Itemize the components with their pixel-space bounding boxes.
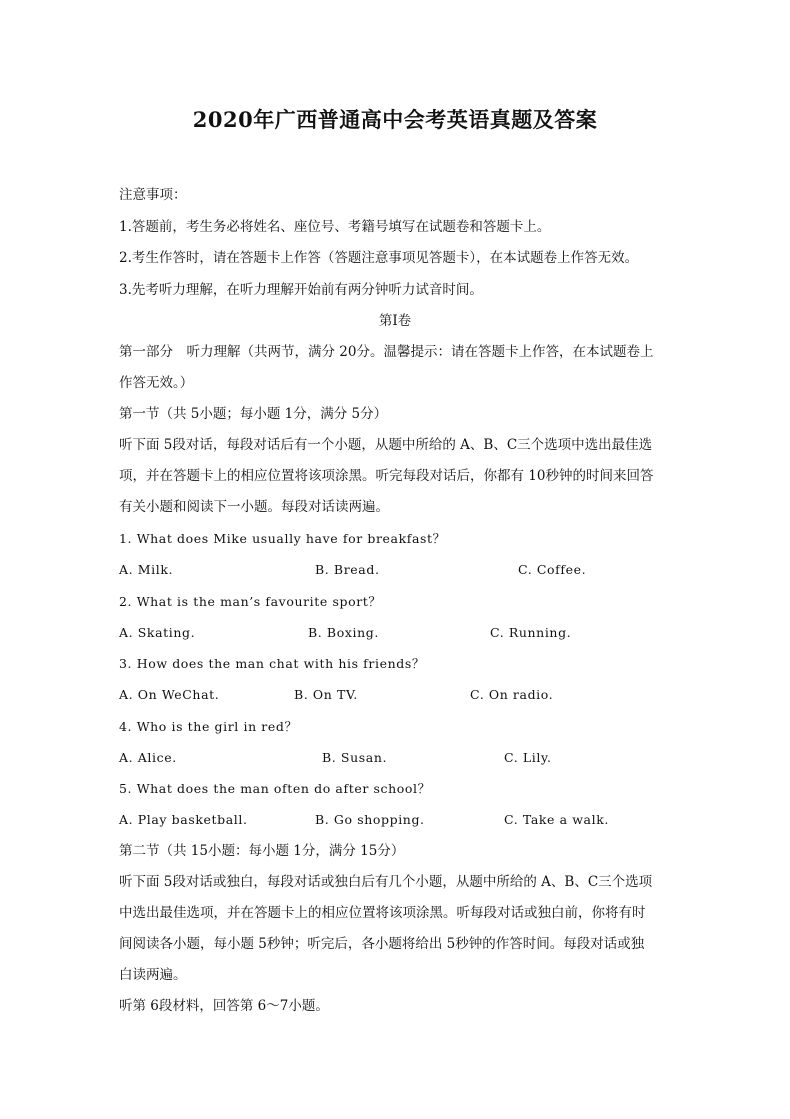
- section1-heading: 第一节（共 5小题；每小题 1分，满分 5分）: [119, 406, 388, 422]
- option-b: B. Susan.: [322, 750, 388, 765]
- question-2: 2. What is the man’s favourite sport？: [119, 594, 382, 609]
- option-a: A. Alice.: [119, 750, 177, 765]
- question-4: 4. Who is the girl in red？: [119, 719, 298, 734]
- section1-instruction: 有关小题和阅读下一小题。每段对话读两遍。: [119, 499, 389, 515]
- section2-instruction: 白读两遍。: [119, 967, 187, 983]
- notice-item: 2.考生作答时，请在答题卡上作答（答题注意事项见答题卡），在本试题卷上作答无效。: [119, 250, 639, 266]
- option-c: C. On radio.: [470, 687, 554, 702]
- part1-heading: 第一部分 听力理解（共两节，满分 20分。温馨提示：请在答题卡上作答，在本试题卷上: [119, 344, 654, 360]
- section2-instruction: 听下面 5段对话或独白，每段对话或独白后有几个小题，从题中所给的 A、B、C三个选项: [119, 874, 653, 890]
- section1-instruction: 听下面 5段对话，每段对话后有一个小题，从题中所给的 A、B、C三个选项中选出最佳选: [119, 437, 653, 453]
- section2-heading: 第二节（共 15小题：每小题 1分，满分 15分）: [119, 843, 405, 859]
- option-b: B. Boxing.: [308, 625, 379, 640]
- option-c: C. Take a walk.: [504, 812, 609, 827]
- notice-item: 3.先考听力理解，在听力理解开始前有两分钟听力试音时间。: [119, 282, 483, 298]
- question-1: 1. What does Mike usually have for breakfast？: [119, 531, 446, 546]
- question-5: 5. What does the man often do after school？: [119, 781, 431, 796]
- volume-label: 第Ⅰ卷: [378, 313, 412, 329]
- option-c: C. Lily.: [504, 750, 552, 765]
- option-b: B. Go shopping.: [315, 812, 425, 827]
- section2-instruction: 中选出最佳选项，并在答题卡上的相应位置将该项涂黑。听每段对话或独白前，你将有时: [119, 905, 646, 921]
- section2-instruction: 间阅读各小题，每小题 5秒钟；听完后，各小题将给出 5秒钟的作答时间。每段对话或独: [119, 936, 645, 952]
- question-3: 3. How does the man chat with his friends？: [119, 656, 425, 671]
- option-c: C. Coffee.: [518, 562, 587, 577]
- option-b: B. Bread.: [315, 562, 380, 577]
- page-title: 2020年广西普通高中会考英语真题及答案: [192, 107, 598, 132]
- option-a: A. Skating.: [119, 625, 196, 640]
- option-a: A. Milk.: [119, 562, 174, 577]
- part1-heading-cont: 作答无效。）: [119, 375, 194, 391]
- option-a: A. On WeChat.: [119, 687, 220, 702]
- option-b: B. On TV.: [294, 687, 358, 702]
- material-note: 听第 6段材料，回答第 6～7小题。: [119, 998, 329, 1014]
- option-a: A. Play basketball.: [119, 812, 248, 827]
- notice-item: 1.答题前，考生务必将姓名、座位号、考籍号填写在试题卷和答题卡上。: [119, 219, 551, 235]
- notice-heading: 注意事项：: [119, 187, 187, 203]
- section1-instruction: 项，并在答题卡上的相应位置将该项涂黑。听完每段对话后，你都有 10秒钟的时间来回答: [119, 468, 654, 484]
- option-c: C. Running.: [490, 625, 572, 640]
